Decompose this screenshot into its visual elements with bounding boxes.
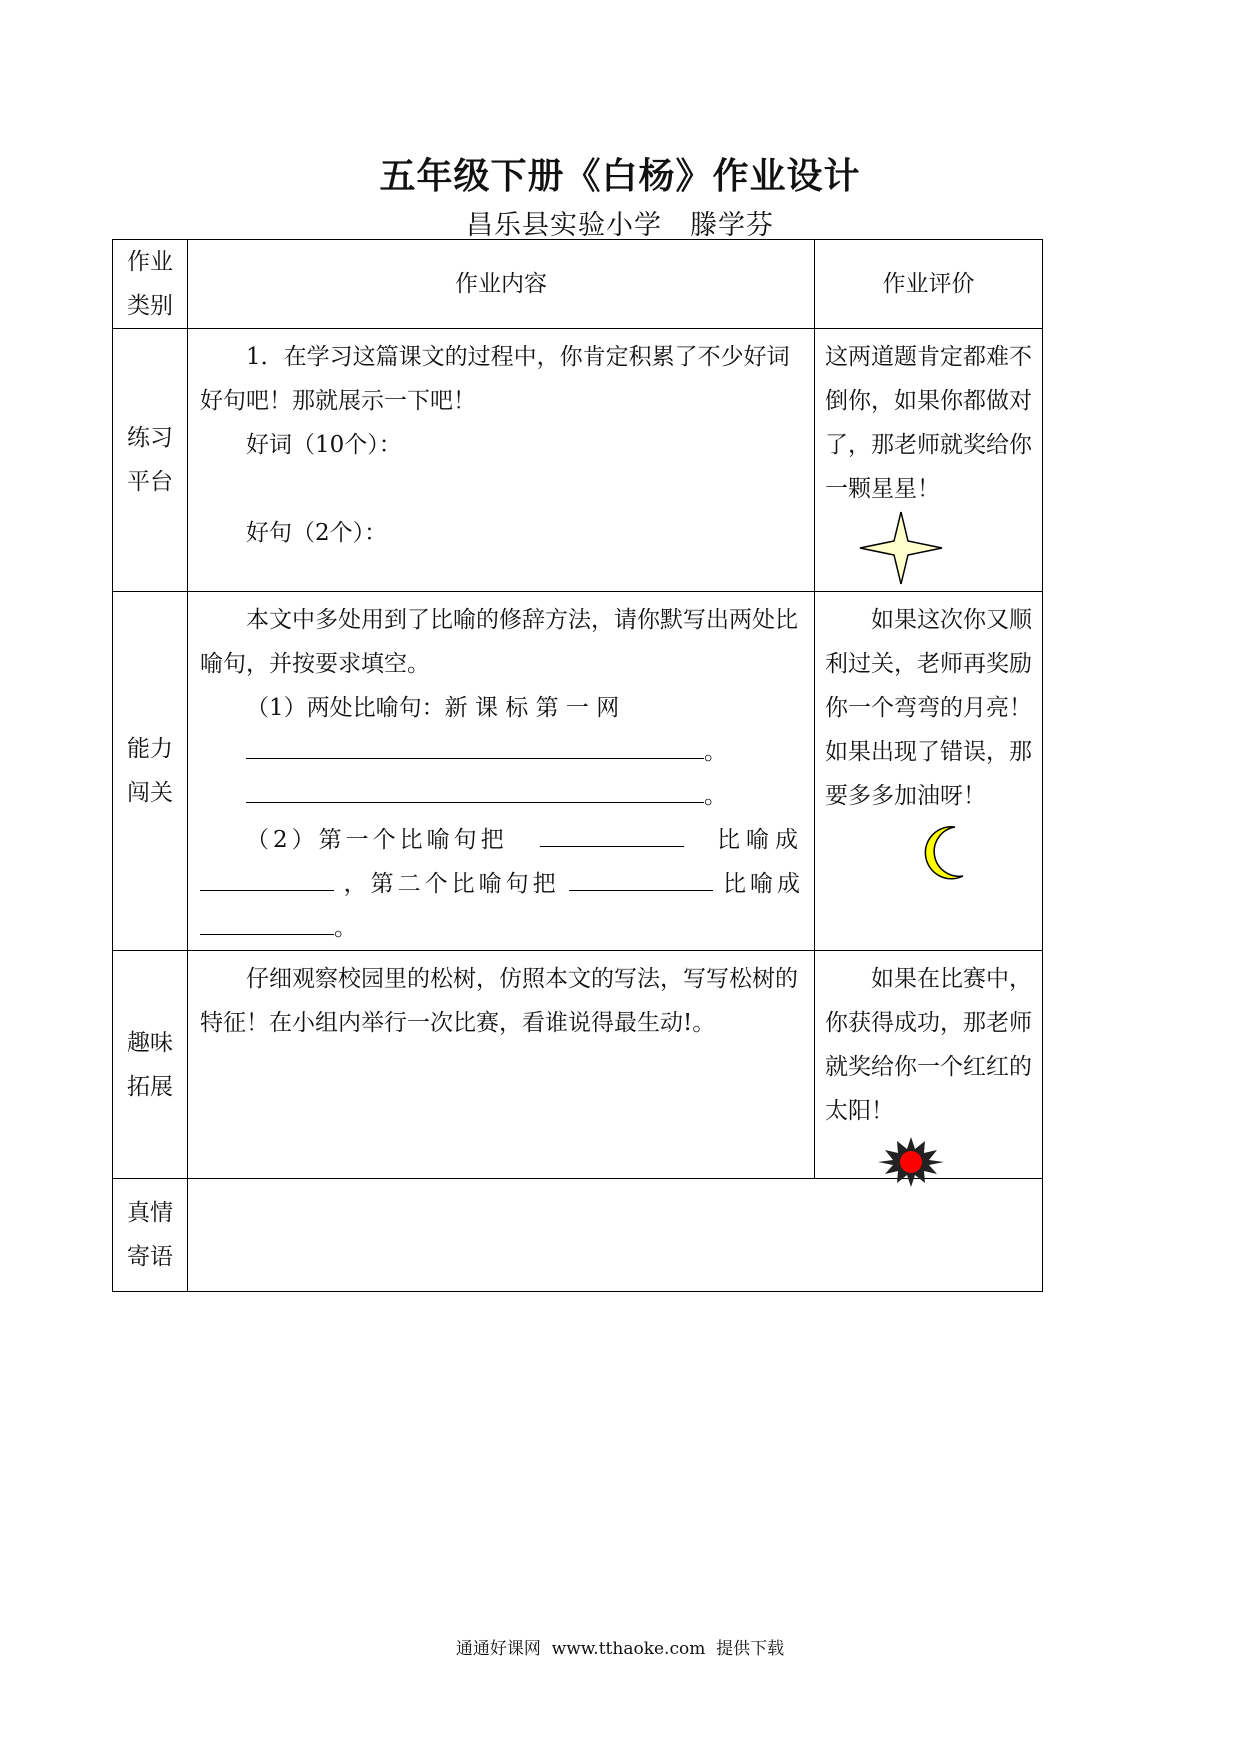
- table-row-message: [113, 1179, 1043, 1292]
- category-cell: 能力 闯关: [113, 592, 188, 951]
- content-cell: [188, 329, 815, 592]
- task-text: 本文中多处用到了比喻的修辞方法，请你默写出两处比喻句，并按要求填空。: [200, 607, 798, 677]
- content-cell: [188, 592, 815, 951]
- answer-line-1: 。: [200, 730, 804, 774]
- evaluation-header: 作业评价: [815, 240, 1043, 329]
- author-line: 昌乐县实验小学 滕学芬: [466, 210, 774, 241]
- page-title: 五年级下册《白杨》作业设计: [379, 156, 861, 197]
- sun-icon: [878, 1137, 944, 1187]
- answer-blank[interactable]: [540, 820, 684, 847]
- category-cell: 趣味 拓展: [113, 951, 188, 1179]
- category-cell: 练习 平台: [113, 329, 188, 592]
- evaluation-text: 如果这次你又顺利过关，老师再奖励你一个弯弯的月亮！如果出现了错误，那要多多加油呀！: [825, 607, 1032, 809]
- task-text: 仔细观察校园里的松树，仿照本文的写法，写写松树的特征！在小组内举行一次比赛，看谁说得最生动!。: [200, 966, 798, 1036]
- question-2-line-1: （2）第一个比喻句把 比喻成: [200, 818, 804, 862]
- sentences-label: 好句（2个）：: [246, 520, 388, 546]
- footer-note: 通通好课网 www.tthaoke.com 提供下载: [455, 1639, 785, 1659]
- answer-blank[interactable]: [200, 908, 334, 935]
- answer-blank[interactable]: [246, 732, 704, 759]
- homework-table: [112, 239, 1043, 1292]
- question-1: （1）两处比喻句：新 课 标 第 一 网: [246, 695, 620, 721]
- evaluation-cell: [815, 951, 1043, 1179]
- answer-blank[interactable]: [569, 864, 713, 891]
- category-cell: 真情 寄语: [113, 1179, 188, 1292]
- category-header: 作业 类别: [113, 240, 188, 329]
- moon-icon: [919, 824, 967, 880]
- question-2-line-3: 。: [200, 906, 804, 950]
- table-row-challenge: [113, 592, 1043, 951]
- star-icon: [858, 511, 944, 585]
- evaluation-text: 这两道题肯定都难不倒你，如果你都做对了，那老师就奖给你一颗星星！: [825, 344, 1032, 502]
- answer-blank[interactable]: [200, 864, 334, 891]
- content-header: 作业内容: [188, 240, 815, 329]
- message-cell[interactable]: [188, 1179, 1043, 1292]
- table-header-row: [113, 240, 1043, 329]
- table-row-extension: [113, 951, 1043, 1179]
- answer-line-2: 。: [200, 774, 804, 818]
- table-row-practice: [113, 329, 1043, 592]
- evaluation-cell: [815, 329, 1043, 592]
- task-text: 1．在学习这篇课文的过程中，你肯定积累了不少好词好句吧！那就展示一下吧！: [200, 344, 790, 414]
- answer-blank[interactable]: [246, 776, 704, 803]
- evaluation-cell: [815, 592, 1043, 951]
- content-cell: [188, 951, 815, 1179]
- evaluation-text: 如果在比赛中，你获得成功，那老师就奖给你一个红红的太阳！: [825, 966, 1032, 1124]
- words-label: 好词（10个）：: [246, 432, 402, 458]
- question-2-line-2: ，第二个比喻句把 比喻成: [200, 862, 804, 906]
